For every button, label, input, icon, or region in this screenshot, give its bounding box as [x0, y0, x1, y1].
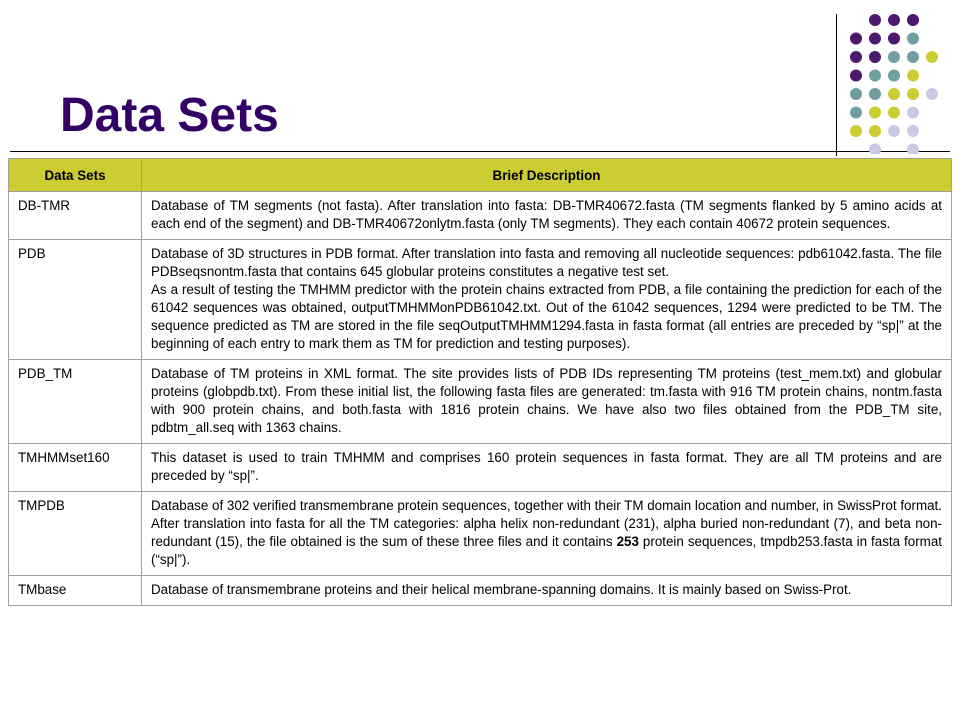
description-bold-count: 253: [616, 534, 639, 549]
decorative-dot: [869, 107, 881, 119]
dataset-description: [142, 492, 952, 576]
slide-title: Data Sets: [60, 89, 279, 142]
decorative-dot: [888, 14, 900, 26]
decorative-dot-grid: [850, 14, 950, 154]
decorative-dot: [907, 107, 919, 119]
description-paragraph: Database of transmembrane proteins and their helical membrane-spanning domains. It is mainly based on Swiss-Prot.: [151, 582, 852, 597]
dataset-name: PDB: [9, 240, 142, 360]
dataset-name: PDB_TM: [9, 360, 142, 444]
description-paragraph: Database of TM segments (not fasta). After translation into fasta: DB-TMR40672.fasta (TM segments flanked by 5 amino acids at each end of the segment) and DB-TMR40672onlytm.fasta (only TM segments). They each contain 40672 protein sequences.: [151, 198, 942, 231]
decorative-dot: [869, 70, 881, 82]
dataset-description: [142, 240, 952, 360]
table-row: [9, 360, 952, 444]
decorative-dot: [869, 88, 881, 100]
decorative-dot: [926, 51, 938, 63]
dataset-name: DB-TMR: [9, 192, 142, 240]
dataset-name: TMbase: [9, 576, 142, 606]
table-row: [9, 444, 952, 492]
decorative-dot: [869, 33, 881, 45]
vertical-divider: [836, 14, 837, 156]
description-paragraph: This dataset is used to train TMHMM and comprises 160 protein sequences in fasta format. They are all TM proteins and are preceded by “sp|”.: [151, 450, 942, 483]
decorative-dot: [869, 125, 881, 137]
description-paragraph: Database of TM proteins in XML format. The site provides lists of PDB IDs representing TM proteins (test_mem.txt) and globular proteins (globpdb.txt). From these initial list, the following fasta files are generated: tm.fasta with 916 TM protein chains, nontm.fasta with 900 protein chains, and both.fasta with 1816 protein chains. We have also two files obtained from the PDB_TM site, pdbtm_all.seq with 1363 chains.: [151, 366, 942, 435]
decorative-dot: [888, 33, 900, 45]
description-text: Database of 302 verified transmembrane protein sequences, together with their TM domain location and number, in SwissProt format. After translation into fasta for all the TM categories: alpha helix non-redundant (231), alpha buried non-redundant (7), and beta non-redundant (15), the file obtained is the sum of these three files and it contains: [151, 498, 942, 549]
header-data-sets: Data Sets: [9, 159, 142, 192]
decorative-dot: [850, 70, 862, 82]
header-brief-description: Brief Description: [142, 159, 952, 192]
decorative-dot: [907, 51, 919, 63]
dataset-description: [142, 444, 952, 492]
decorative-dot: [888, 107, 900, 119]
decorative-dot: [869, 144, 881, 155]
decorative-dot: [850, 51, 862, 63]
decorative-dot: [850, 125, 862, 137]
decorative-dot: [907, 70, 919, 82]
decorative-dot: [888, 125, 900, 137]
table-row: [9, 576, 952, 606]
table-row: [9, 492, 952, 576]
dataset-name: TMHMMset160: [9, 444, 142, 492]
table-header-row: [9, 159, 952, 192]
decorative-dot: [926, 88, 938, 100]
decorative-dot: [869, 51, 881, 63]
title-divider: [10, 151, 950, 152]
description-text: protein sequences, tmpdb253.fasta in fasta format (“sp|”).: [151, 534, 943, 567]
description-paragraph: As a result of testing the TMHMM predictor with the protein chains extracted from PDB, a file containing the prediction for each of the 61042 sequences was obtained, outputTMHMMonPDB61042.txt. Out of the 61042 sequences, 1294 were predicted to be TM. The sequence predicted as TM are stored in the file seqOutputTMHMM1294.fasta in fasta format (all entries are preceded by “sp|” at the beginning of each entry to mark them as TM for prediction and testing purposes).: [151, 282, 942, 351]
dataset-description: [142, 192, 952, 240]
decorative-dot: [888, 88, 900, 100]
decorative-dot: [907, 14, 919, 26]
decorative-dot: [850, 33, 862, 45]
decorative-dot: [869, 14, 881, 26]
decorative-dot: [850, 88, 862, 100]
table-row: [9, 192, 952, 240]
decorative-dot: [907, 33, 919, 45]
decorative-dot: [907, 88, 919, 100]
data-sets-table: [8, 158, 952, 606]
decorative-dot: [907, 144, 919, 155]
decorative-dot: [888, 70, 900, 82]
table-row: [9, 240, 952, 360]
dataset-description: [142, 360, 952, 444]
description-paragraph: Database of 3D structures in PDB format. After translation into fasta and removing all nucleotide sequences: pdb61042.fasta. The file PDBseqsnontm.fasta that contains 645 globular proteins constitutes a negative test set.: [151, 246, 942, 279]
decorative-dot: [907, 125, 919, 137]
decorative-dot: [850, 107, 862, 119]
dataset-name: TMPDB: [9, 492, 142, 576]
dataset-description: [142, 576, 952, 606]
decorative-dot: [888, 51, 900, 63]
